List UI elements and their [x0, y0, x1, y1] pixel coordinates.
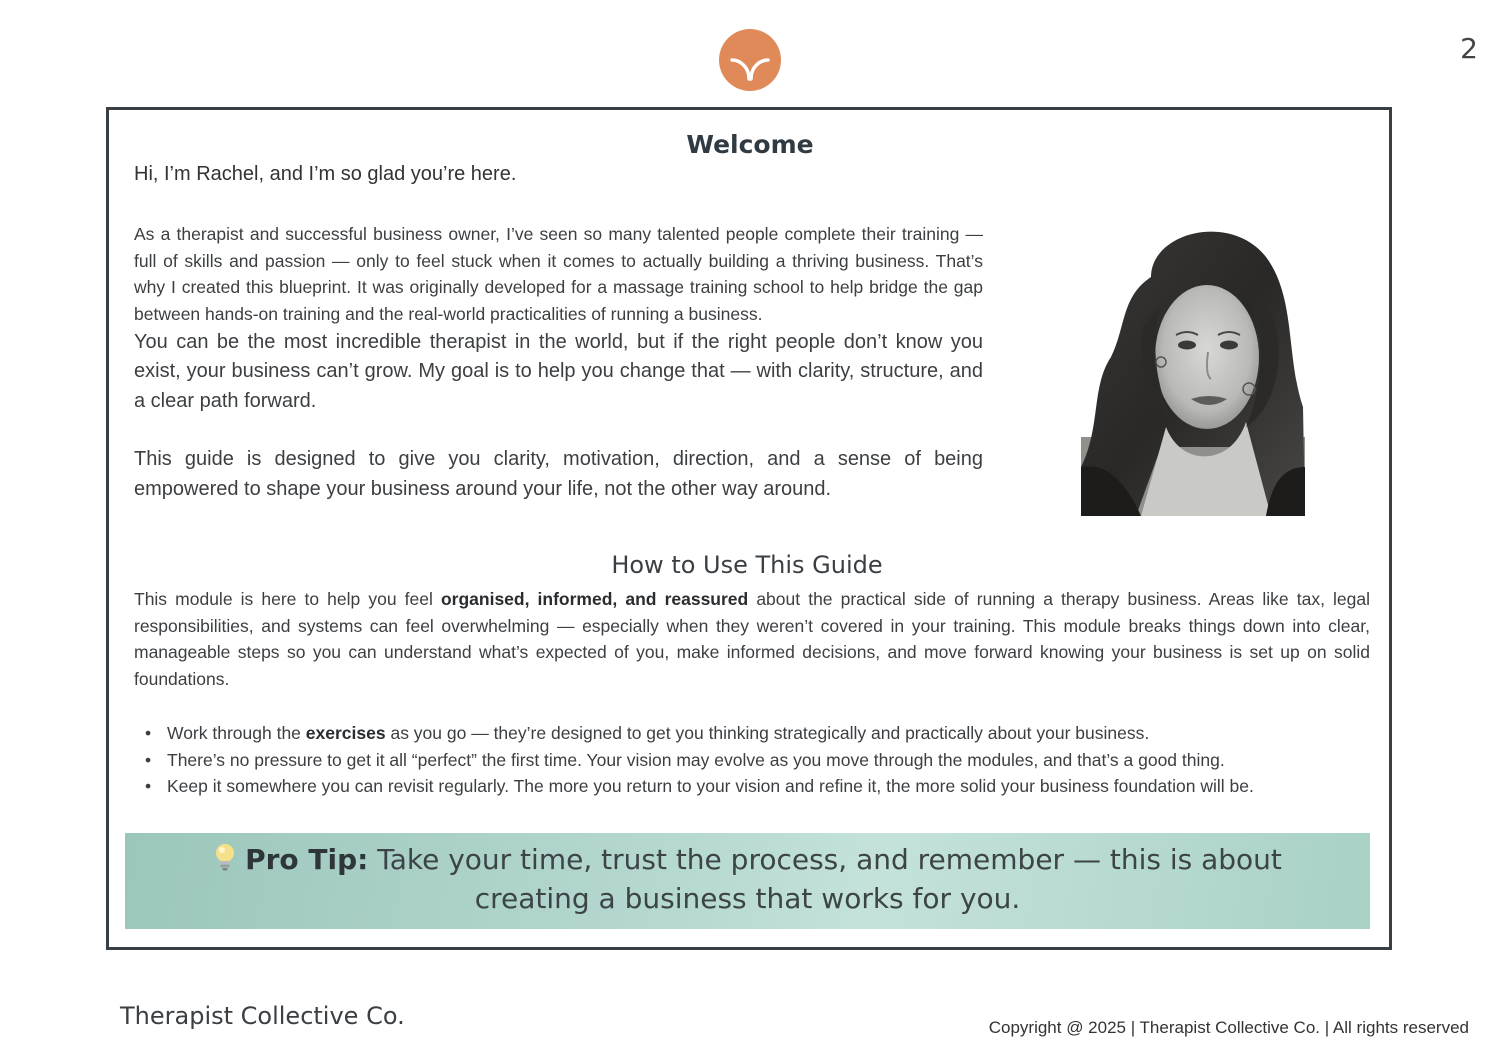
module-intro-start: This module is here to help you feel [134, 589, 441, 609]
list-item-bold: exercises [305, 723, 386, 743]
list-item-text: There’s no pressure to get it all “perfect” the first time. Your vision may evolve as you move through the modules, and that’s a good thing. [167, 749, 1225, 770]
list-item [134, 747, 1370, 774]
pro-tip-label: Pro Tip: [245, 843, 369, 876]
welcome-heading: Welcome [686, 130, 814, 159]
page-number: 2 [1460, 32, 1478, 65]
footer-copyright: Copyright @ 2025 | Therapist Collective Co. | All rights reserved [988, 1018, 1469, 1037]
pro-tip-text-1: Take your time, trust the process, and remember — this is about [368, 843, 1282, 876]
list-item [134, 773, 1370, 800]
intro-paragraph-2: You can be the most incredible therapist in the world, but if the right people don’t know you exist, your business can’t grow. My goal is to help you change that — with clarity, structure, and a clear path forward. [134, 330, 983, 412]
greeting-text: Hi, I’m Rachel, and I’m so glad you’re here. [134, 163, 517, 185]
list-item [134, 720, 1370, 747]
module-intro-end: about the practical side of running a therapy business. Areas like tax, legal responsibilities, and systems can feel overwhelming — especially when they weren’t covered in your training. This module breaks things down into clear, manageable steps so you can understand what’s expected of you, make informed decisions, and move forward knowing your business is set up on solid foundations. [134, 589, 1370, 690]
portrait-photo [1081, 217, 1305, 516]
pro-tip-text-2: creating a business that works for you. [474, 882, 1021, 915]
tips-list [134, 720, 1370, 800]
pro-tip-banner [125, 833, 1370, 929]
lightbulb-icon [213, 842, 237, 872]
welcome-intro [134, 221, 983, 504]
guide-heading [0, 551, 1500, 579]
module-intro-bold: organised, informed, and reassured [440, 589, 749, 609]
bullet-icon: • [145, 776, 152, 797]
list-item-text: Keep it somewhere you can revisit regularly. The more you return to your vision and refine it, the more solid your business foundation will be. [167, 776, 1254, 797]
footer-brand: Therapist Collective Co. [120, 1002, 405, 1030]
bullet-icon: • [145, 749, 152, 770]
intro-paragraph-1: As a therapist and successful business owner, I’ve seen so many talented people complete their training — full of skills and passion — only to feel stuck when it comes to actually building a thriving business. That’s why I created this blueprint. It was originally developed for a massage training school to help bridge the gap between hands-on training and the real-world practicalities of running a business. [134, 224, 983, 325]
list-item-start: Work through the [167, 723, 306, 743]
list-item-end: as you go — they’re designed to get you thinking strategically and practically about your business. [385, 723, 1150, 743]
pro-tip-line-1 [125, 840, 1370, 879]
bullet-icon: • [145, 723, 152, 743]
module-intro [134, 586, 1370, 693]
brand-logo-icon [719, 29, 781, 91]
guide-heading-text: How to Use This Guide [611, 551, 883, 579]
intro-paragraph-3: This guide is designed to give you clarity, motivation, direction, and a sense of being empowered to shape your business around your life, not the other way around. [134, 448, 983, 500]
